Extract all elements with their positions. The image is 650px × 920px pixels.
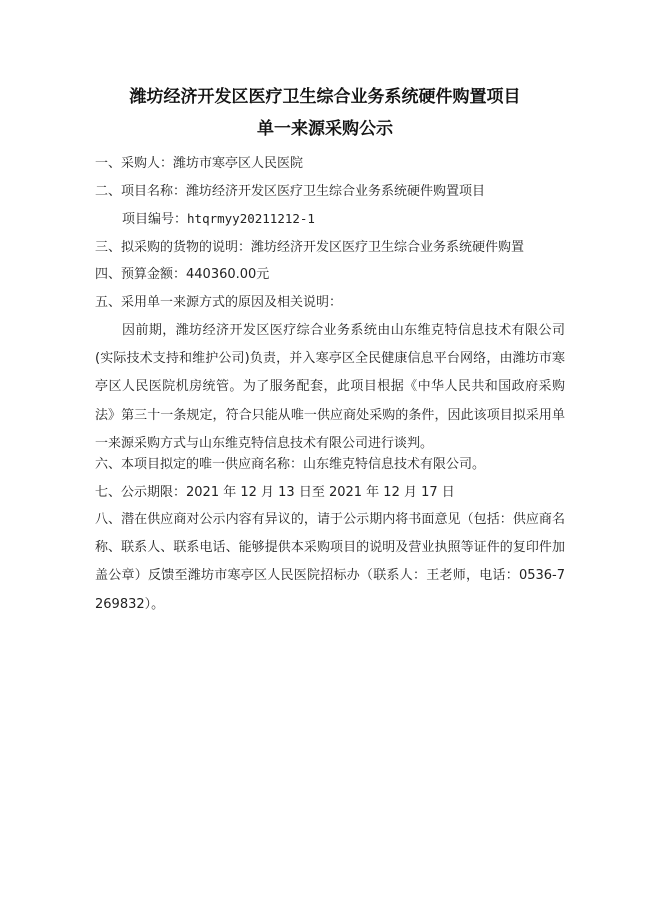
goods-line: 三、拟采购的货物的说明：潍坊经济开发区医疗卫生综合业务系统硬件购置 [95,240,525,255]
objection-body: 八、潜在供应商对公示内容有异议的，请于公示期内将书面意见（包括：供应商名称、联系人、联系电话、能够提供本采购项目的说明及营业执照等证件的复印件加盖公章）反馈至潍坊市寒亭区人民医院招标办（联系人：王老师，电话：0536-7269832）。 [95,512,565,612]
period-line: 七、公示期限：2021 年 12 月 13 日至 2021 年 12 月 17 日 [95,485,455,500]
document-title: 潍坊经济开发区医疗卫生综合业务系统硬件购置项目 [129,87,521,107]
reason-body: 因前期，潍坊经济开发区医疗综合业务系统由山东维克特信息技术有限公司(实际技术支持和维护公司)负责，并入寒亭区全民健康信息平台网络，由潍坊市寒亭区人民医院机房统管。为了服务配套，此项目根据《中华人民共和国政府采购法》第三十一条规定，符合只能从唯一供应商处采购的条件，因此该项目拟采用单一来源采购方式与山东维克特信息技术有限公司进行谈判。 [95,323,565,451]
project-number-label: 项目编号： [122,212,188,227]
supplier-line: 六、本项目拟定的唯一供应商名称：山东维克特信息技术有限公司。 [95,457,486,472]
document-subtitle: 单一来源采购公示 [257,119,393,139]
reason-heading: 五、采用单一来源方式的原因及相关说明： [95,295,343,310]
budget-line: 四、预算金额：440360.00元 [95,267,270,282]
project-number-line [122,213,315,226]
purchaser-line: 一、采购人：潍坊市寒亭区人民医院 [95,156,304,171]
project-name-line: 二、项目名称：潍坊经济开发区医疗卫生综合业务系统硬件购置项目 [95,184,486,199]
project-number-value: htqrmyy20211212-1 [187,211,315,226]
